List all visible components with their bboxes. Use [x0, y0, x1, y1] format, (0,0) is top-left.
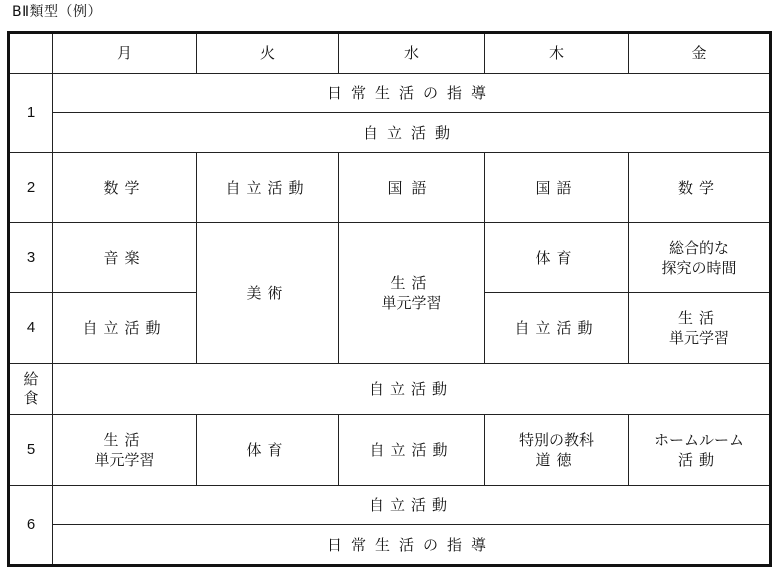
cell-p3-fri-line1: 総合的な	[668, 238, 729, 257]
cell-jiritsu-p6: 自立活動	[53, 485, 771, 525]
header-row	[9, 33, 771, 74]
cell-daily-life-p6: 日常生活の指導	[53, 525, 771, 566]
day-header-wed: 水	[339, 33, 485, 74]
cell-p2-thu: 国語	[485, 152, 629, 222]
cell-p2-tue: 自立活動	[197, 152, 339, 222]
day-header-fri: 金	[629, 33, 771, 74]
day-header-mon: 月	[53, 33, 197, 74]
cell-p4-thu: 自立活動	[485, 293, 629, 363]
lunch-label-line2: 食	[23, 389, 39, 407]
cell-jiritsu-p1: 自立活動	[53, 113, 771, 153]
period-label-lunch	[9, 363, 53, 415]
period-5-row	[9, 415, 771, 485]
period-label-1: 1	[9, 73, 53, 152]
period-label-3: 3	[9, 223, 53, 293]
lunch-row	[9, 363, 771, 415]
cell-p3-mon: 音楽	[53, 223, 197, 293]
day-header-tue: 火	[197, 33, 339, 74]
cell-p3-fri-line2: 探究の時間	[661, 258, 737, 277]
cell-p5-fri	[629, 415, 771, 485]
cell-p5-fri-line1: ホームルーム	[653, 430, 744, 449]
period-1-row-a	[9, 73, 771, 113]
day-header-thu: 木	[485, 33, 629, 74]
cell-p5-mon-line1: 生活	[103, 430, 146, 449]
cell-p3-fri	[629, 223, 771, 293]
cell-p2-mon: 数学	[53, 152, 197, 222]
period-6-row-b	[9, 525, 771, 566]
cell-daily-life-p1: 日常生活の指導	[53, 73, 771, 113]
period-label-6: 6	[9, 485, 53, 565]
table-caption: BⅡ類型（例）	[12, 4, 102, 20]
period-3-row	[9, 223, 771, 293]
weekly-timetable	[7, 31, 772, 567]
cell-p4-fri	[629, 293, 771, 363]
cell-p3-thu: 体育	[485, 223, 629, 293]
period-label-5: 5	[9, 415, 53, 485]
cell-p4-fri-line2: 単元学習	[668, 328, 729, 347]
cell-p5-wed: 自立活動	[339, 415, 485, 485]
cell-p5-thu	[485, 415, 629, 485]
cell-p5-fri-line2: 活動	[677, 450, 720, 469]
cell-p5-tue: 体育	[197, 415, 339, 485]
period-6-row-a	[9, 485, 771, 525]
period-2-row	[9, 152, 771, 222]
cell-p5-mon-line2: 単元学習	[94, 450, 155, 469]
lunch-label-line1: 給	[23, 370, 39, 388]
cell-p5-mon	[53, 415, 197, 485]
cell-p4-fri-line1: 生活	[677, 308, 720, 327]
cell-p34-tue: 美術	[197, 223, 339, 363]
period-label-2: 2	[9, 152, 53, 222]
cell-p5-thu-line1: 特別の教科	[518, 430, 594, 449]
cell-p34-wed-line1: 生活	[390, 273, 433, 292]
period-label-4: 4	[9, 293, 53, 363]
cell-p4-mon: 自立活動	[53, 293, 197, 363]
cell-p34-wed-line2: 単元学習	[381, 293, 442, 312]
corner-cell	[9, 33, 53, 74]
cell-p5-thu-line2: 道徳	[535, 450, 578, 469]
cell-lunch-jiritsu: 自立活動	[53, 363, 771, 415]
cell-p2-wed: 国語	[339, 152, 485, 222]
cell-p34-wed	[339, 223, 485, 363]
cell-p2-fri: 数学	[629, 152, 771, 222]
period-1-row-b	[9, 113, 771, 153]
